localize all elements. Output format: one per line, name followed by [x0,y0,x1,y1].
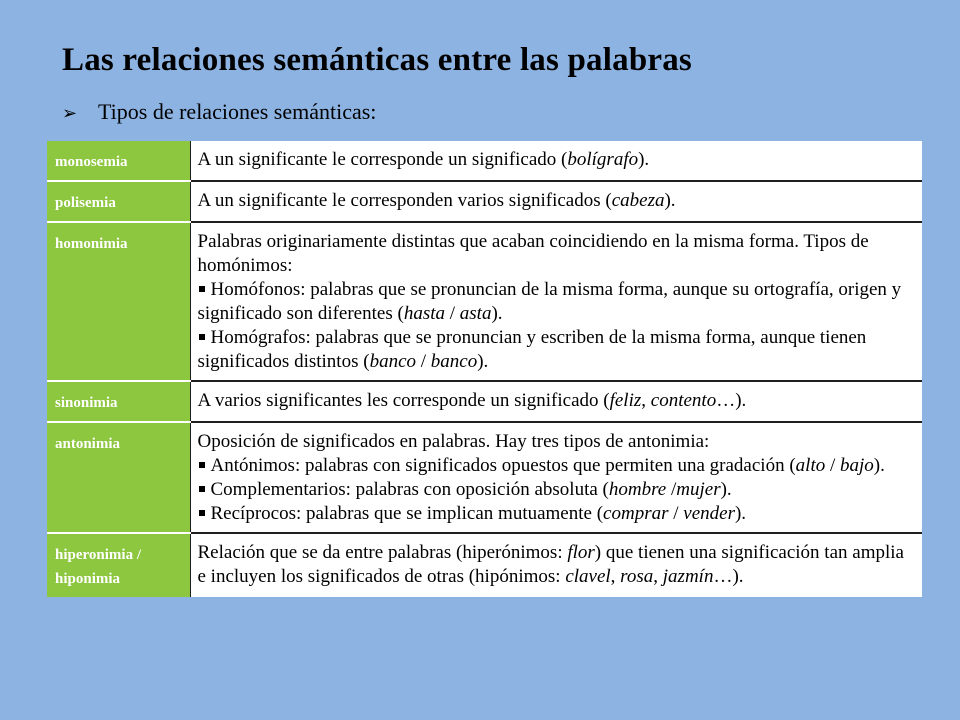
example-word: alto [795,455,826,476]
relation-term: antonimia [47,422,190,533]
relation-definition [190,141,922,181]
definition-bullet: Antónimos: palabras con significados opuestos que permiten una gradación (alto / bajo). [198,454,915,478]
definition-text: Relación que se da entre palabras (hiperónimos: flor) que tienen una significación tan amplia e incluyen los significados de otras (hipónimos: clavel, rosa, jazmín…). [197,542,904,587]
example-word: banco [369,351,416,372]
square-bullet-icon [199,462,205,468]
relation-term: homonimia [47,222,190,381]
example-word: hasta [403,303,445,324]
relation-definition [190,222,922,381]
definition-bullet: Homófonos: palabras que se pronuncian de la misma forma, aunque su ortografía, origen y significado son diferentes (hasta / asta). [197,279,902,324]
table-row [47,381,922,422]
relation-term: polisemia [47,181,190,222]
square-bullet-icon [199,286,205,292]
example-word: comprar [603,503,669,524]
definition-text: A un significante le corresponden varios significados (cabeza). [197,190,676,211]
example-word: cabeza [611,190,665,211]
example-word: clavel [565,566,611,587]
definition-bullet: Complementarios: palabras con oposición absoluta (hombre /mujer). [198,478,915,502]
relation-term: hiperonimia / hiponimia [47,533,190,597]
relations-table-body [47,141,922,597]
table-row [47,533,922,597]
page-title: Las relaciones semánticas entre las palabras [62,42,692,78]
definition-bullet: Recíprocos: palabras que se implican mutuamente (comprar / vender). [198,502,915,526]
example-word: bajo [840,455,874,476]
example-word: asta [459,303,492,324]
table-row [47,181,922,222]
relations-table [47,141,922,597]
arrow-bullet-icon: ➢ [62,103,78,123]
example-word: flor [567,542,595,563]
square-bullet-icon [199,510,205,516]
definition-text: A un significante le corresponde un significado (bolígrafo). [197,149,650,170]
example-word: rosa [620,566,654,587]
definition-text: A varios significantes les corresponde un significado (feliz, contento…). [197,390,747,411]
example-word: mujer [676,479,721,500]
square-bullet-icon [199,486,205,492]
relation-definition [190,381,922,422]
relation-definition [190,533,922,597]
definition-text: Palabras originariamente distintas que acaban coincidiendo en la misma forma. Tipos de homónimos: [197,231,869,276]
table-row [47,141,922,181]
example-word: vender [683,503,735,524]
definition-text: Oposición de significados en palabras. Hay tres tipos de antonimia: [197,431,710,452]
example-word: jazmín [662,566,714,587]
relation-definition [190,422,922,533]
relation-definition [190,181,922,222]
relation-term: sinonimia [47,381,190,422]
square-bullet-icon [199,334,205,340]
example-word: feliz [609,390,642,411]
example-word: banco [430,351,478,372]
example-word: hombre [608,479,667,500]
subtitle [62,99,376,125]
table-row [47,222,922,381]
relation-term: monosemia [47,141,190,181]
definition-bullet: Homógrafos: palabras que se pronuncian y escriben de la misma forma, aunque tienen significados distintos (banco / banco). [197,327,867,372]
example-word: contento [650,390,717,411]
table-row [47,422,922,533]
example-word: bolígrafo [567,149,639,170]
subtitle-text: Tipos de relaciones semánticas: [98,99,377,124]
